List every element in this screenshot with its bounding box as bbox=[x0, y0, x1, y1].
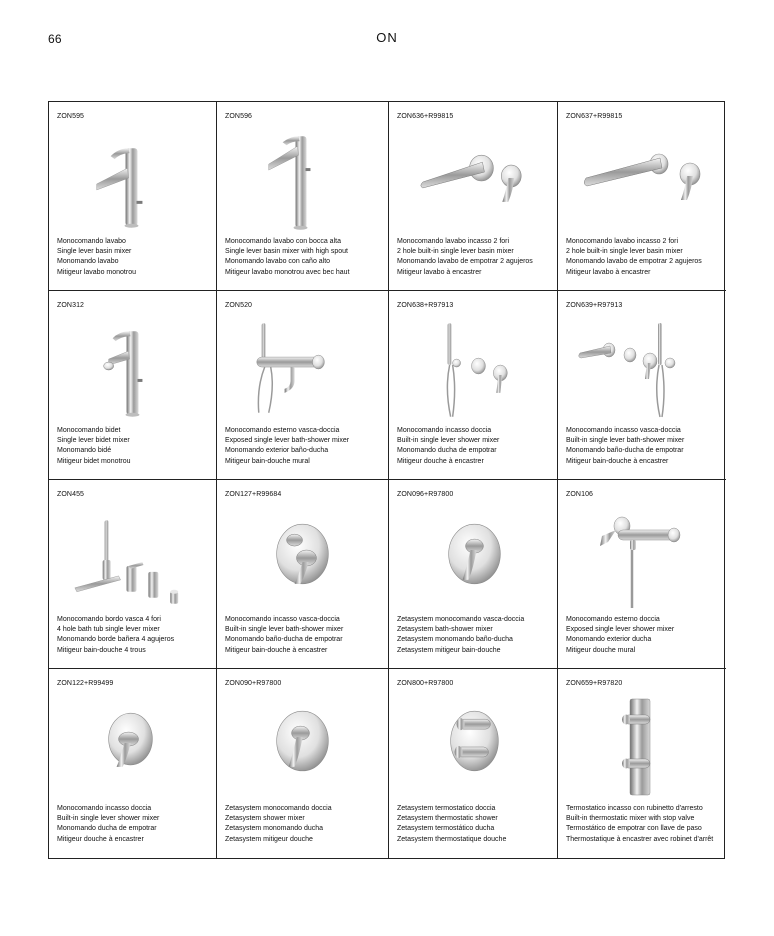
product-line: Built-in single lever bath-shower mixer bbox=[225, 626, 344, 634]
product-code: ZON122+R99499 bbox=[57, 680, 114, 687]
product-line: Monocomando incasso vasca-doccia bbox=[566, 427, 681, 434]
product-line: Mitigeur lavabo à encastrer bbox=[397, 268, 482, 276]
zetasystem-shower-icon bbox=[221, 695, 384, 801]
product-code: ZON638+R97913 bbox=[397, 302, 454, 309]
product-line: Zetasystem bath-shower mixer bbox=[397, 626, 493, 634]
product-line: Mitigeur bain-douche 4 trous bbox=[57, 646, 146, 654]
deck-bath-mixer-icon bbox=[53, 506, 212, 612]
bidet-mixer-icon bbox=[53, 317, 212, 423]
product-cell bbox=[389, 291, 558, 480]
product-code: ZON639+R97913 bbox=[566, 302, 623, 309]
product-code: ZON455 bbox=[57, 491, 85, 498]
product-cell bbox=[389, 669, 558, 858]
product-cell bbox=[558, 480, 726, 669]
product-line: Mitigeur bain-douche à encastrer bbox=[566, 457, 669, 465]
product-cell bbox=[558, 669, 726, 858]
product-line: Exposed single lever shower mixer bbox=[566, 626, 675, 634]
product-code: ZON520 bbox=[225, 302, 253, 309]
product-line: Monomando borde bañera 4 agujeros bbox=[57, 636, 175, 644]
product-cell bbox=[389, 480, 558, 669]
product-cell bbox=[49, 291, 217, 480]
product-line: Zetasystem mitigeur douche bbox=[225, 835, 313, 843]
product-cell bbox=[389, 102, 558, 291]
product-line: Mitigeur bain-douche mural bbox=[225, 457, 310, 465]
product-code: ZON636+R99815 bbox=[397, 113, 454, 120]
exposed-shower-mixer-icon bbox=[562, 506, 722, 612]
product-line: Single lever basin mixer with high spout bbox=[225, 248, 348, 256]
basin-mixer-high-spout-icon bbox=[221, 128, 384, 234]
product-code: ZON312 bbox=[57, 302, 85, 309]
product-line: Mitigeur lavabo monotrou bbox=[57, 268, 136, 276]
product-line: Monomando lavabo bbox=[57, 258, 119, 266]
product-cell bbox=[558, 291, 726, 480]
exposed-bath-shower-mixer-icon bbox=[221, 317, 384, 423]
product-line: Monocomando incasso vasca-doccia bbox=[225, 616, 340, 623]
product-line: Zetasystem mitigeur bain-douche bbox=[397, 646, 501, 654]
product-cell bbox=[49, 669, 217, 858]
product-code: ZON090+R97800 bbox=[225, 680, 282, 687]
product-line: Monomando baño-ducha de empotrar bbox=[566, 447, 684, 455]
product-line: Exposed single lever bath-shower mixer bbox=[225, 437, 350, 445]
product-code: ZON595 bbox=[57, 113, 85, 120]
product-line: Monomando ducha de empotrar bbox=[57, 825, 157, 833]
product-code: ZON637+R99815 bbox=[566, 113, 623, 120]
product-code: ZON800+R97800 bbox=[397, 680, 454, 687]
product-line: Mitigeur bidet monotrou bbox=[57, 457, 131, 465]
product-line: Monocomando incasso doccia bbox=[397, 427, 492, 434]
product-line: Single lever basin mixer bbox=[57, 248, 132, 256]
product-line: Termostatico incasso con rubinetto d'arresto bbox=[566, 805, 703, 812]
product-cell bbox=[217, 102, 389, 291]
product-line: Monocomando incasso doccia bbox=[57, 805, 152, 812]
product-line: Thermostatique à encastrer avec robinet d'arrêt bbox=[566, 835, 714, 843]
product-cell bbox=[217, 480, 389, 669]
product-line: Built-in single lever shower mixer bbox=[397, 437, 500, 445]
wall-basin-mixer-icon bbox=[393, 128, 553, 234]
page-number: 66 bbox=[48, 32, 62, 46]
zetasystem-bath-shower-icon bbox=[393, 506, 553, 612]
diverter-plate-mixer-icon bbox=[221, 506, 384, 612]
product-code: ZON596 bbox=[225, 113, 253, 120]
product-line: Monocomando lavabo con bocca alta bbox=[225, 238, 341, 245]
basin-mixer-icon bbox=[53, 128, 212, 234]
product-line: Monomando lavabo de empotrar 2 agujeros bbox=[566, 258, 702, 266]
product-line: Monomando exterior baño-ducha bbox=[225, 447, 329, 455]
product-code: ZON659+R97820 bbox=[566, 680, 623, 687]
product-line: 2 hole built-in single lever basin mixer bbox=[397, 248, 514, 256]
product-line: Zetasystem shower mixer bbox=[225, 815, 305, 823]
product-cell bbox=[49, 102, 217, 291]
product-line: Zetasystem monomando baño-ducha bbox=[397, 636, 513, 644]
product-line: Mitigeur douche mural bbox=[566, 646, 636, 654]
product-cell bbox=[217, 291, 389, 480]
product-grid bbox=[48, 101, 725, 859]
product-line: Monocomando bordo vasca 4 fori bbox=[57, 616, 161, 623]
product-cell bbox=[558, 102, 726, 291]
built-in-shower-plate-icon bbox=[53, 695, 212, 801]
thermostatic-shower-icon bbox=[393, 695, 553, 801]
product-line: Mitigeur lavabo à encastrer bbox=[566, 268, 651, 276]
product-line: Zetasystem monomando ducha bbox=[225, 825, 324, 833]
product-line: Zetasystem monocomando doccia bbox=[225, 805, 332, 812]
product-line: Mitigeur douche à encastrer bbox=[57, 835, 144, 843]
product-line: Built-in single lever bath-shower mixer bbox=[566, 437, 685, 445]
product-line: Termostático de empotrar con llave de paso bbox=[566, 825, 702, 833]
collection-title: ON bbox=[376, 30, 398, 45]
product-line: Monocomando esterno vasca-doccia bbox=[225, 427, 340, 434]
product-line: Monocomando lavabo incasso 2 fori bbox=[566, 238, 679, 245]
product-line: Monomando lavabo con caño alto bbox=[225, 258, 331, 266]
product-line: Built-in thermostatic mixer with stop valve bbox=[566, 815, 695, 823]
product-line: Monomando bidé bbox=[57, 447, 112, 455]
product-code: ZON127+R99684 bbox=[225, 491, 282, 498]
product-line: Monocomando lavabo incasso 2 fori bbox=[397, 238, 510, 245]
product-line: 4 hole bath tub single lever mixer bbox=[57, 626, 160, 634]
product-code: ZON106 bbox=[566, 491, 594, 498]
product-line: Monomando lavabo de empotrar 2 agujeros bbox=[397, 258, 533, 266]
built-in-bath-shower-set-icon bbox=[562, 317, 722, 423]
product-line: Zetasystem termostático ducha bbox=[397, 825, 495, 833]
product-line: Monocomando lavabo bbox=[57, 238, 126, 245]
wall-basin-mixer-icon bbox=[562, 128, 722, 234]
product-line: Zetasystem thermostatic shower bbox=[397, 815, 498, 823]
product-line: Mitigeur lavabo monotrou avec bec haut bbox=[225, 268, 350, 276]
product-line: Built-in single lever shower mixer bbox=[57, 815, 160, 823]
product-line: Zetasystem monocomando vasca-doccia bbox=[397, 616, 525, 623]
product-line: Zetasystem termostatico doccia bbox=[397, 805, 496, 812]
product-line: Monomando exterior ducha bbox=[566, 636, 652, 644]
product-line: Mitigeur douche à encastrer bbox=[397, 457, 484, 465]
product-line: Mitigeur bain-douche à encastrer bbox=[225, 646, 328, 654]
product-code: ZON096+R97800 bbox=[397, 491, 454, 498]
product-line: Zetasystem thermostatique douche bbox=[397, 835, 507, 843]
thermostatic-stop-valve-icon bbox=[562, 695, 722, 801]
product-cell bbox=[49, 480, 217, 669]
product-line: Monocomando esterno doccia bbox=[566, 616, 660, 623]
product-line: Monomando ducha de empotrar bbox=[397, 447, 497, 455]
product-line: 2 hole built-in single lever basin mixer bbox=[566, 248, 683, 256]
product-line: Monomando baño-ducha de empotrar bbox=[225, 636, 343, 644]
built-in-shower-set-icon bbox=[393, 317, 553, 423]
product-line: Monocomando bidet bbox=[57, 427, 121, 434]
product-line: Single lever bidet mixer bbox=[57, 437, 130, 445]
product-cell bbox=[217, 669, 389, 858]
